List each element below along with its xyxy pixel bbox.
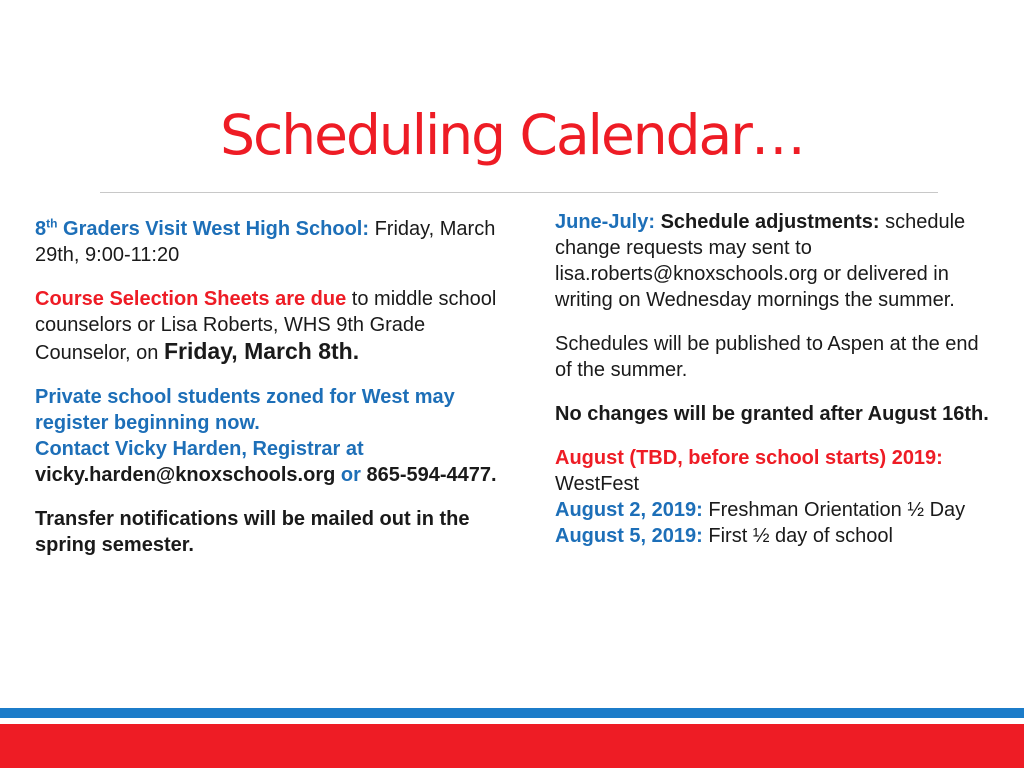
contact-email: vicky.harden@knoxschools.org [35,464,336,486]
june-bold: Schedule adjustments: [655,211,880,233]
contact-or: or [335,464,367,486]
transfer-paragraph: Transfer notifications will be mailed out in the spring semester. [35,508,470,556]
right-column [555,209,1000,549]
visit-detail: Friday, March 29th, 9:00-11:20 [35,218,496,266]
no-changes-paragraph: No changes will be granted after August 16th. [555,403,989,425]
orientation-detail: Freshman Orientation ½ Day [702,499,966,521]
private-paragraph [35,384,515,488]
contact-phone: 865-594-4477. [366,464,497,486]
private-line: Private school students zoned for West may register beginning now. [35,386,455,434]
published-paragraph: Schedules will be published to Aspen at the end of the summer. [555,333,979,381]
visit-label: 8th Graders Visit West High School: [35,216,370,240]
first-day-detail: First ½ day of school [702,525,893,547]
title-divider [100,192,938,193]
june-detail: schedule change requests may sent to lisa.roberts@knoxschools.org or delivered in writing on Wednesday mornings the summer. [555,211,966,311]
contact-line: Contact Vicky Harden, Registrar at [35,438,364,460]
course-date: Friday, March 8th. [163,338,360,364]
august-paragraph [555,445,1000,549]
june-label: June-July: [555,211,656,233]
footer-red-bar [0,724,1024,768]
first-day-label: August 5, 2019: [555,525,703,547]
june-paragraph [555,209,1000,313]
footer-blue-bar [0,708,1024,718]
course-label: Course Selection Sheets are due [35,288,347,310]
visit-paragraph [35,216,515,268]
westfest-label: August (TBD, before school starts) 2019: [555,447,943,469]
left-column [35,216,515,558]
course-paragraph [35,286,515,366]
course-detail: to middle school counselors or Lisa Roberts, WHS 9th Grade Counselor, on [35,288,497,364]
orientation-label: August 2, 2019: [555,499,703,521]
westfest-detail: WestFest [555,473,640,495]
page-title: Scheduling Calendar… [220,103,804,167]
